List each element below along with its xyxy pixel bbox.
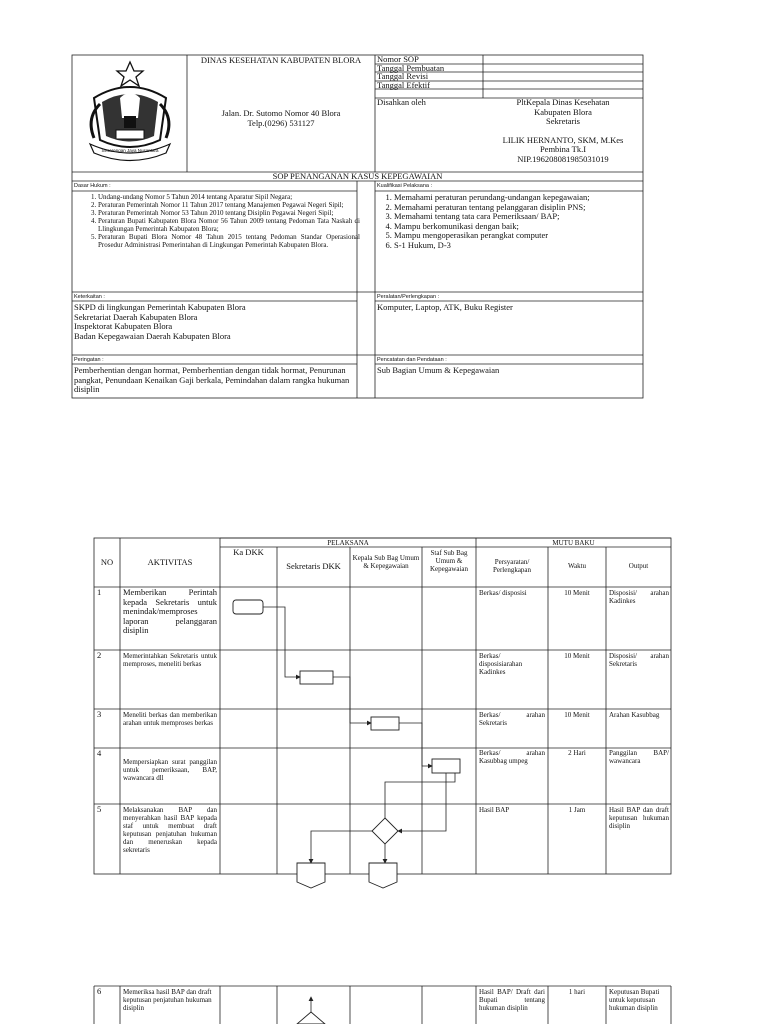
field-tanggal-revisi: Tanggal Revisi xyxy=(377,71,429,81)
approver-title-3: Sekretaris xyxy=(546,116,580,126)
org-name: DINAS KESEHATAN KABUPATEN BLORA xyxy=(200,55,362,65)
col-no: NO xyxy=(100,557,114,567)
pencatatan-text: Sub Bagian Umum & Kepegawaian xyxy=(377,365,500,375)
kualifikasi-item: 1. Memahami peraturan perundang-undangan kepegawaian; xyxy=(394,193,656,203)
kualifikasi-item: 4. Mampu berkomunikasi dengan baik; xyxy=(394,222,656,232)
row-output: Disposisi/ arahan Sekretaris xyxy=(609,652,669,668)
peralatan-text: Komputer, Laptop, ATK, Buku Register xyxy=(377,302,513,312)
flow-decision-diamond-page2 xyxy=(297,1012,325,1024)
col-ka-dkk: Ka DKK xyxy=(233,547,264,557)
keterkaitan-item: SKPD di lingkungan Pemerintah Kabupaten Blora xyxy=(74,302,246,312)
dasar-hukum-label: Dasar Hukum : xyxy=(74,183,111,189)
keterkaitan-label: Keterkaitan : xyxy=(74,294,105,300)
row-waktu: 1 hari xyxy=(568,988,586,996)
row-persyaratan: Berkas/ arahan Sekretaris xyxy=(479,711,545,727)
row-persyaratan: Hasil BAP xyxy=(479,806,510,814)
flow-offpage-connector-2 xyxy=(369,863,397,888)
approver-title-1: PltKepala Dinas Kesehatan xyxy=(516,97,610,107)
row-waktu: 2 Hari xyxy=(568,749,586,757)
flow-offpage-connector-1 xyxy=(297,863,325,888)
kualifikasi-list xyxy=(376,193,656,250)
keterkaitan-item: Badan Kepegawaian Daerah Kabupaten Blora xyxy=(74,330,231,341)
peralatan-label: Peralatan/Perlengkapan : xyxy=(377,294,440,300)
approver-block xyxy=(484,98,642,164)
row-aktivitas: Mempersiapkan surat panggilan untuk pemeriksaan, BAP, wawancara dll xyxy=(123,758,217,782)
row-waktu: 1 Jam xyxy=(568,806,586,814)
keterkaitan-item: Inspektorat Kabupaten Blora xyxy=(74,321,173,331)
row-aktivitas: Melaksanakan BAP dan menyerahkan hasil BAP kepada staf untuk membuat draft keputusan penjatuhan hukuman dan meneruskan kepada sekretaris xyxy=(123,806,217,854)
row-aktivitas: Meneliti berkas dan memberikan arahan untuk memproses berkas xyxy=(123,711,217,727)
row-output: Arahan Kasubbag xyxy=(609,711,660,719)
keterkaitan-list xyxy=(74,303,354,341)
keterkaitan-item: Sekretariat Daerah Kabupaten Blora xyxy=(74,311,198,322)
group-mutu-baku: MUTU BAKU xyxy=(552,539,595,547)
col-sekretaris: Sekretaris DKK xyxy=(286,561,341,571)
flow-process-kepala xyxy=(371,717,399,730)
row-waktu: 10 Menit xyxy=(564,711,590,719)
row-waktu: 10 Menit xyxy=(564,589,590,597)
row-no: 3 xyxy=(97,709,102,719)
kualifikasi-item: 5. Mampu mengoperasikan perangkat computer xyxy=(394,231,656,241)
flow-process-staf xyxy=(432,759,460,773)
kualifikasi-item: 6. S-1 Hukum, D-3 xyxy=(394,241,656,251)
approver-rank: Pembina Tk.I xyxy=(539,144,587,154)
row-no: 4 xyxy=(97,748,102,758)
row-output: Keputusan Bupati untuk keputusan hukuman disiplin xyxy=(609,988,660,1012)
col-aktivitas: AKTIVITAS xyxy=(147,557,193,567)
dasar-hukum-item: 2. Peraturan Pemerintah Nomor 11 Tahun 2017 tentang Manajemen Pegawai Negeri Sipil; xyxy=(98,201,360,209)
row-persyaratan: Berkas/ arahan Kasubbag umpeg xyxy=(479,749,545,765)
row-output: Panggilan BAP/ wawancara xyxy=(609,749,669,765)
row-no: 6 xyxy=(97,986,102,996)
sop-title: SOP PENANGANAN KASUS KEPEGAWAIAN xyxy=(272,171,443,181)
dasar-hukum-list xyxy=(80,193,360,249)
address-line2: Telp.(0296) 531127 xyxy=(247,118,315,128)
row-waktu: 10 Menit xyxy=(564,652,590,660)
group-pelaksana: PELAKSANA xyxy=(327,539,369,547)
col-persyaratan: Persyaratan/ Perlengkapan xyxy=(492,558,532,574)
col-kepala-subbag: Kepala Sub Bag Umum & Kepegawaian xyxy=(352,554,420,570)
peringatan-label: Peringatan : xyxy=(74,357,104,363)
field-disahkan-oleh: Disahkan oleh xyxy=(377,97,426,107)
row-output: Disposisi/ arahan Kadinkes xyxy=(609,589,669,605)
dasar-hukum-item: 5. Peraturan Bupati Blora Nomor 48 Tahun 2015 tentang Pedoman Standar Operasional Prosedur Administrasi Pemerintahan di Lingkungan Pemerintah Kabupaten Blora. xyxy=(98,233,360,249)
flow-process-sekretaris xyxy=(300,671,333,684)
approver-nip: NIP.196208081985031019 xyxy=(517,153,609,164)
logo-motto: Sesarengan Jaya Nusantara xyxy=(101,148,159,153)
flow-start-terminator xyxy=(233,600,263,614)
field-tanggal-pembuatan: Tanggal Pembuatan xyxy=(377,63,445,73)
row-aktivitas: Memeriksa hasil BAP dan draft keputusan penjatuhan hukuman disiplin xyxy=(123,988,212,1012)
row-persyaratan: Hasil BAP/ Draft dari Bupati tentang hukuman disiplin xyxy=(479,988,545,1012)
row-no: 5 xyxy=(97,804,102,814)
row-aktivitas: Memberikan Perintah kepada Sekretaris untuk menindak/memproses laporan pelanggaran disiplin xyxy=(123,587,217,635)
row-persyaratan: Berkas/ disposisi xyxy=(479,589,527,597)
dasar-hukum-item: 3. Peraturan Pemerintah Nomor 53 Tahun 2010 tentang Disiplin Pegawai Negeri Sipil; xyxy=(98,209,360,217)
peringatan-text: Pemberhentian dengan hormat, Pemberhentian dengan tidak hormat, Penurunan pangkat, Penundaan Kenaikan Gaji berkala, Pemindahan dalam rangka hukuman disiplin xyxy=(74,365,350,394)
row-aktivitas: Memerintahkan Sekretaris untuk memproses, meneliti berkas xyxy=(123,652,217,668)
flow-decision-diamond xyxy=(372,818,398,844)
blora-logo xyxy=(80,58,178,166)
row-no: 1 xyxy=(97,587,102,597)
pencatatan-label: Pencatatan dan Pendataan : xyxy=(377,357,447,363)
kualifikasi-item: 2. Memahami peraturan tentang pelanggaran disiplin PNS; xyxy=(394,203,656,213)
field-nomor-sop: Nomor SOP xyxy=(377,54,419,64)
col-output: Output xyxy=(628,562,649,570)
row-output: Hasil BAP dan draft keputusan hukuman disiplin xyxy=(609,806,669,830)
row-no: 2 xyxy=(97,650,102,660)
field-tanggal-efektif: Tanggal Efektif xyxy=(377,80,430,90)
approver-name: LILIK HERNANTO, SKM, M.Kes xyxy=(502,134,624,145)
kualifikasi-item: 3. Memahami tentang tata cara Pemeriksaan/ BAP; xyxy=(394,212,656,222)
dasar-hukum-item: 4. Peraturan Bupati Kabupaten Blora Nomor 56 Tahun 2009 tentang Pedoman Tata Naskah di Llingkungan Pemerintah Kabupaten Blora; xyxy=(98,217,360,233)
row-persyaratan: Berkas/ disposisiarahan Kadinkes xyxy=(479,652,523,676)
address-line1: Jalan. Dr. Sutomo Nomor 40 Blora xyxy=(221,108,341,118)
dasar-hukum-item: 1. Undang-undang Nomor 5 Tahun 2014 tentang Aparatur Sipil Negara; xyxy=(98,193,360,201)
col-waktu: Waktu xyxy=(567,562,587,570)
col-staf-subbag: Staf Sub Bag Umum & Kepegawaian xyxy=(429,549,469,573)
approver-title-2: Kabupaten Blora xyxy=(534,106,592,117)
kualifikasi-label: Kualifikasi Pelaksana : xyxy=(377,183,433,189)
